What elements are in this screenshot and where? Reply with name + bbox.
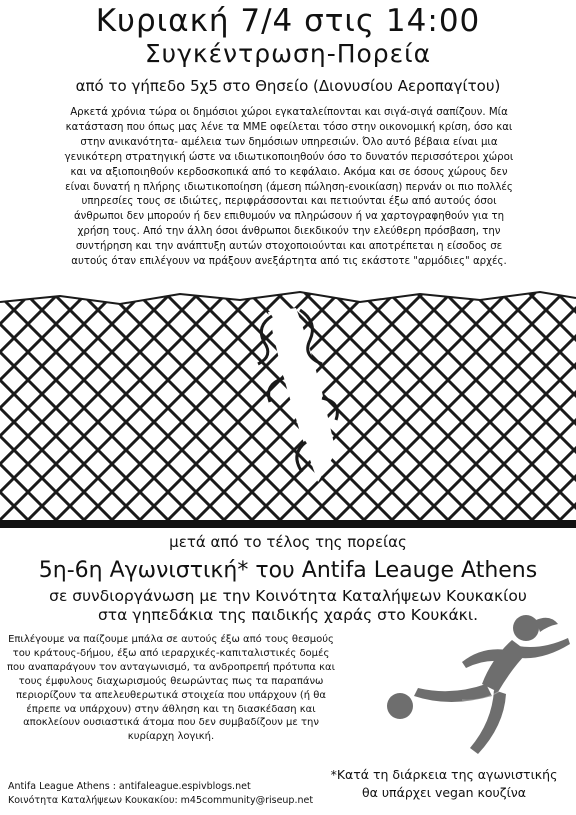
contact-koukaki-community[interactable]: Κοινότητα Καταλήψεων Κουκακίου: m45community@riseup.net <box>8 794 314 806</box>
event-date-headline: Κυριακή 7/4 στις 14:00 <box>95 3 481 39</box>
after-march-line: μετά από το τέλος της πορείας <box>169 533 407 551</box>
manifesto-paragraph: Επιλέγουμε να παίζουμε μπάλα σε αυτούς έξω από τους θεσμούς του κράτους-δήμου, έξω από ιεραρχικές-καπιταλιστικές δομές που αναπαράγουν τον ανταγωνισμό, τα ανδροπρεπή πρότυπα και τους έμφυλους διαχωρισμούς θεωρώντας πως τα παραπάνω περιορίζουν τα απελευθερωτικά στοιχεία που υπάρχουν (ή θα έπρεπε να υπάρχουν) στην άθληση και τη διασκέδαση και αποκλείουν ουσιαστικά άτομα που δεν συμβαδίζουν με την κυρίαρχη λογική. <box>7 634 335 743</box>
note-line-2: θα υπάρχει vegan κουζίνα <box>361 785 527 800</box>
co-org-line-2: στα γηπεδάκια της παιδικής χαράς στο Κουκάκι. <box>97 606 478 624</box>
co-org-line-1: σε συνδιοργάνωση με την Κοινότητα Καταλήψεων Κουκακίου <box>49 587 527 605</box>
note-line-1: *Κατά τη διάρκεια της αγωνιστικής <box>330 767 558 782</box>
footballer-silhouette-icon <box>342 588 576 774</box>
event-type-subhead: Συγκέντρωση-Πορεία <box>144 39 432 68</box>
intro-paragraph: Αρκετά χρόνια τώρα οι δημόσιοι χώροι εγκαταλείπονται και σιγά-σιγά σαπίζουν. Μία κατάσταση που όπως μας λένε τα ΜΜΕ οφείλεται τόσο στην οικονομική κρίση, όσο και στην ανικανότητα- αμέλεια των δημόσιων υπηρεσιών. Όλο αυτό βέβαια είναι μια γενικότερη στρατηγική ώστε να ιδιωτικοποιηθούν όσο το δυνατόν περισσότεροι χώροι και να αξιοποιηθούν κερδοσκοπικά από το κεφάλαιο. Ακόμα και σε όσους χώρους δεν είναι δυνατή η πλήρης ιδιωτικοποίηση (άμεση πώληση-ενοικίαση) περνάν οι πιο πολλές υπηρεσίες τους σε ιδιώτες, περιφράσσονται και πετιούνται έξω από αυτούς όσοι άνθρωποι δεν μπορούν ή δεν επιθυμούν να πληρώσουν ή να χαρτογραφηθούν για τη χρήση τους. Από την άλλη όσοι άνθρωποι διεκδικούν την ελεύθερη πρόσβαση, την συντήρηση και την ανάπτυξη αυτών στοχοποιούνται και αποτρέπεται η είσοδος σε αυτούς όταν επιλέγουν να πράξουν ανεξάρτητα από τις εκάστοτε "αρμόδιες" αρχές. <box>64 107 514 268</box>
vegan-kitchen-note <box>316 766 572 802</box>
bottom-section <box>0 520 576 815</box>
league-title: 5η-6η Αγωνιστική* του Antifa Leauge Athens <box>38 558 538 583</box>
meeting-point: από το γήπεδο 5χ5 στο Θησείο (Διονυσίου Αεροπαγίτου) <box>75 77 501 95</box>
torn-chain-link-fence-icon <box>0 282 576 520</box>
divider-band <box>0 520 576 528</box>
contact-info <box>8 780 328 807</box>
contact-antifa-league[interactable]: Antifa League Athens : antifaleague.espivblogs.net <box>8 781 251 792</box>
